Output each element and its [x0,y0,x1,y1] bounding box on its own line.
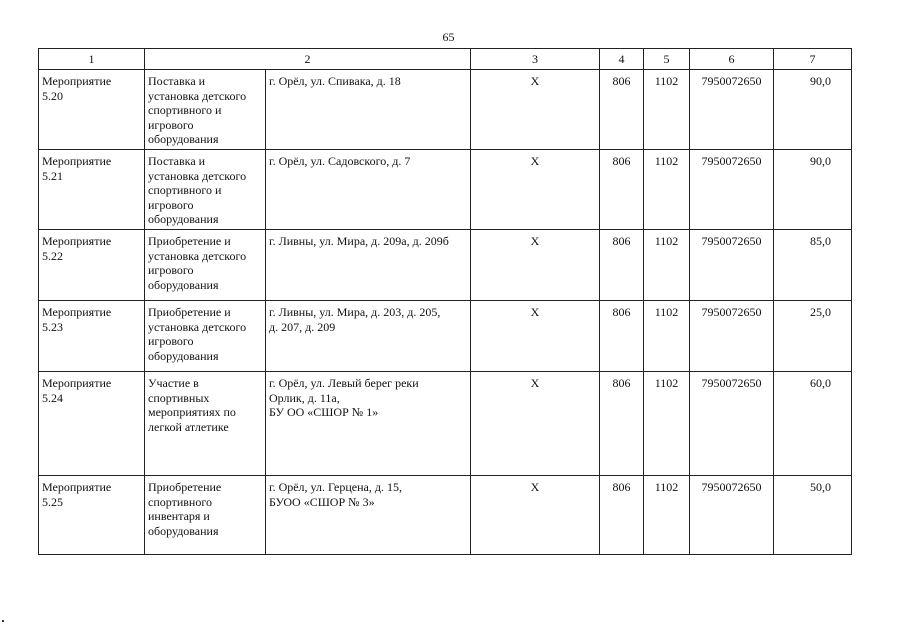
description-cell: Приобретение и установка детского игрового оборудования [145,229,266,300]
col3-cell: Х [471,300,600,371]
table-row [39,70,852,150]
header-col-2: 2 [145,49,471,70]
description-cell: Поставка и установка детского спортивного и игрового оборудования [145,149,266,229]
col6-cell: 7950072650 [690,475,774,554]
budget-table [38,48,852,555]
col6-cell: 7950072650 [690,70,774,150]
event-cell: Мероприятие 5.23 [39,300,145,371]
col5-cell: 1102 [644,475,690,554]
col7-cell: 60,0 [774,371,852,475]
header-row [39,49,852,70]
col7-cell: 25,0 [774,300,852,371]
col3-cell: Х [471,70,600,150]
col3-cell: Х [471,149,600,229]
header-col-4: 4 [600,49,644,70]
col3-cell: Х [471,475,600,554]
col5-cell: 1102 [644,229,690,300]
description-cell: Приобретение спортивного инвентаря и оборудования [145,475,266,554]
table-row [39,300,852,371]
col7-cell: 90,0 [774,149,852,229]
address-cell: г. Орёл, ул. Садовского, д. 7 [266,149,471,229]
col3-cell: Х [471,229,600,300]
header-col-3: 3 [471,49,600,70]
col4-cell: 806 [600,371,644,475]
event-cell: Мероприятие 5.22 [39,229,145,300]
col5-cell: 1102 [644,70,690,150]
scan-speck [2,620,4,622]
header-col-1: 1 [39,49,145,70]
col5-cell: 1102 [644,149,690,229]
col6-cell: 7950072650 [690,229,774,300]
address-cell: г. Орёл, ул. Левый берег реки Орлик, д. 11а, БУ ОО «СШОР № 1» [266,371,471,475]
col3-cell: Х [471,371,600,475]
table-row [39,475,852,554]
col4-cell: 806 [600,300,644,371]
col5-cell: 1102 [644,371,690,475]
header-col-7: 7 [774,49,852,70]
event-cell: Мероприятие 5.25 [39,475,145,554]
event-cell: Мероприятие 5.21 [39,149,145,229]
address-cell: г. Ливны, ул. Мира, д. 209а, д. 209б [266,229,471,300]
table-row [39,149,852,229]
description-cell: Поставка и установка детского спортивного и игрового оборудования [145,70,266,150]
col6-cell: 7950072650 [690,371,774,475]
col6-cell: 7950072650 [690,300,774,371]
event-cell: Мероприятие 5.24 [39,371,145,475]
event-cell: Мероприятие 5.20 [39,70,145,150]
address-cell: г. Орёл, ул. Герцена, д. 15, БУОО «СШОР № 3» [266,475,471,554]
col4-cell: 806 [600,229,644,300]
col7-cell: 50,0 [774,475,852,554]
col4-cell: 806 [600,70,644,150]
table-row [39,371,852,475]
col5-cell: 1102 [644,300,690,371]
address-cell: г. Орёл, ул. Спивака, д. 18 [266,70,471,150]
page-number: 65 [442,30,455,44]
col7-cell: 85,0 [774,229,852,300]
header-col-6: 6 [690,49,774,70]
description-cell: Участие в спортивных мероприятиях по легкой атлетике [145,371,266,475]
table-row [39,229,852,300]
col6-cell: 7950072650 [690,149,774,229]
description-cell: Приобретение и установка детского игрового оборудования [145,300,266,371]
address-cell: г. Ливны, ул. Мира, д. 203, д. 205, д. 207, д. 209 [266,300,471,371]
col4-cell: 806 [600,475,644,554]
header-col-5: 5 [644,49,690,70]
col7-cell: 90,0 [774,70,852,150]
col4-cell: 806 [600,149,644,229]
